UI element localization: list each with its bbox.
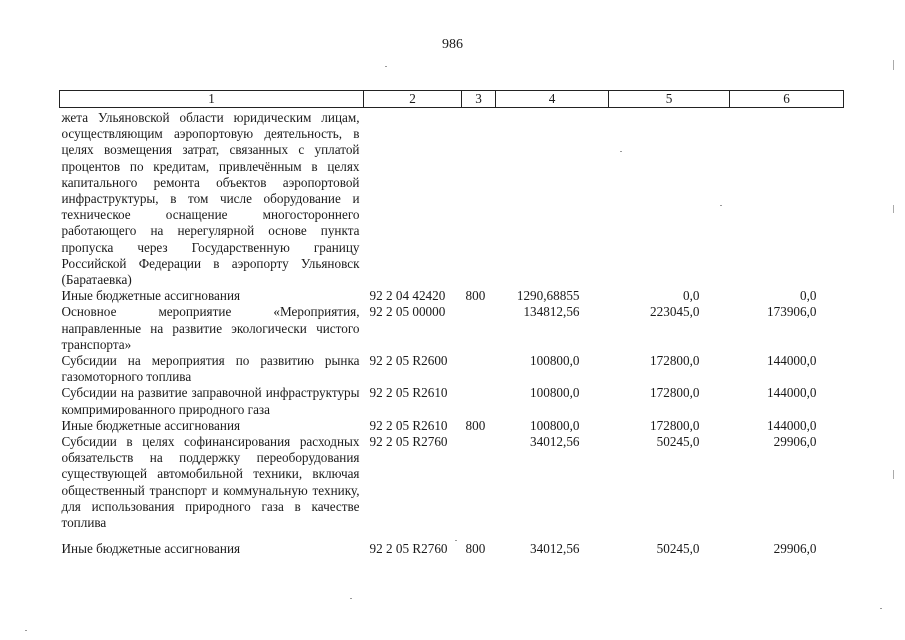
row-name: Основное мероприятие «Мероприятия, направленные на развитие экологически чистого транспорта»	[61, 304, 360, 352]
scan-speck	[620, 151, 622, 152]
row-code: 92 2 05 R2600	[369, 353, 448, 369]
row-code: 92 2 05 00000	[369, 304, 446, 320]
header-col-4: 4	[496, 91, 609, 108]
scan-edge-mark	[893, 60, 894, 70]
table-row	[60, 304, 844, 353]
row-value-col6: 29906,0	[773, 434, 817, 450]
row-value-col5: 50245,0	[656, 434, 700, 450]
row-code: 92 2 05 R2610	[369, 385, 448, 401]
row-code	[364, 108, 462, 289]
row-value-col6: 144000,0	[767, 417, 817, 433]
row-value-col5	[609, 108, 730, 289]
table-row	[60, 353, 844, 385]
row-expense-type	[462, 385, 496, 417]
row-value-col5: 172800,0	[650, 353, 700, 369]
header-col-6: 6	[730, 91, 844, 108]
row-value-col6: 144000,0	[767, 353, 817, 369]
row-expense-type: 800	[465, 288, 486, 304]
scan-speck	[350, 598, 352, 599]
row-expense-type	[462, 434, 496, 531]
row-value-col4: 34012,56	[530, 541, 580, 557]
row-name: Субсидии в целях софинансирования расходных обязательств на поддержку переоборудования существующей автомобильной техники, включая общественный транспорт и коммунальную технику, для использования природного газа в качестве топлива	[61, 434, 360, 531]
table-row	[60, 531, 844, 557]
table-row	[60, 434, 844, 531]
row-value-col5: 50245,0	[656, 541, 700, 557]
row-name: Иные бюджетные ассигнования	[61, 288, 241, 304]
row-code: 92 2 05 R2610	[369, 417, 448, 433]
row-value-col4: 34012,56	[530, 434, 580, 450]
table-header	[60, 91, 844, 108]
row-value-col4	[496, 108, 609, 289]
row-value-col6: 144000,0	[767, 385, 817, 401]
header-col-3: 3	[462, 91, 496, 108]
scan-speck	[455, 540, 457, 541]
row-name: Иные бюджетные ассигнования	[61, 417, 241, 433]
scan-speck	[385, 66, 387, 67]
row-value-col4: 100800,0	[530, 417, 580, 433]
header-col-1: 1	[60, 91, 364, 108]
row-value-col5: 223045,0	[650, 304, 700, 320]
scan-speck	[720, 205, 722, 206]
scan-edge-mark	[893, 205, 894, 213]
table-row	[60, 108, 844, 289]
row-name: Иные бюджетные ассигнования	[61, 541, 241, 557]
scan-speck	[25, 630, 27, 631]
row-expense-type: 800	[465, 417, 486, 433]
row-expense-type	[462, 353, 496, 385]
header-col-2: 2	[364, 91, 462, 108]
row-expense-type	[462, 108, 496, 289]
row-name: жета Ульяновской области юридическим лицам, осуществляющим аэропортовую деятельность, в целях возмещения затрат, связанных с уплатой процентов по кредитам, привлечённым в целях капитального ремонта объектов аэропортовой инфраструктуры, в том числе оборудование и техническое оснащение многостороннего работающего на нерегулярной основе пункта пропуска через Государственную границу Российской Федерации в аэропорту Ульяновск (Баратаевка)	[61, 110, 360, 288]
row-value-col4: 1290,68855	[516, 288, 580, 304]
row-value-col5: 172800,0	[650, 417, 700, 433]
row-expense-type	[462, 304, 496, 353]
row-value-col4: 100800,0	[530, 385, 580, 401]
table-body	[60, 108, 844, 558]
row-code: 92 2 04 42420	[369, 288, 446, 304]
row-name: Субсидии на мероприятия по развитию рынка газомоторного топлива	[61, 353, 360, 385]
row-code: 92 2 05 R2760	[369, 434, 448, 450]
row-value-col6	[730, 108, 844, 289]
header-row	[60, 91, 844, 108]
row-value-col6: 0,0	[800, 288, 817, 304]
page-number: 986	[442, 37, 463, 52]
scan-edge-mark	[893, 470, 894, 479]
row-code: 92 2 05 R2760	[369, 541, 448, 557]
row-value-col6: 173906,0	[767, 304, 817, 320]
table-row	[60, 288, 844, 304]
row-name: Субсидии на развитие заправочной инфраструктуры компримированного природного газа	[61, 385, 360, 417]
table-row	[60, 418, 844, 434]
budget-table	[59, 90, 844, 557]
row-value-col5: 172800,0	[650, 385, 700, 401]
row-value-col4: 100800,0	[530, 353, 580, 369]
row-value-col4: 134812,56	[523, 304, 580, 320]
row-value-col5: 0,0	[683, 288, 700, 304]
row-expense-type: 800	[465, 541, 486, 557]
row-value-col6: 29906,0	[773, 541, 817, 557]
header-col-5: 5	[609, 91, 730, 108]
table-row	[60, 385, 844, 417]
scan-speck	[880, 608, 882, 609]
